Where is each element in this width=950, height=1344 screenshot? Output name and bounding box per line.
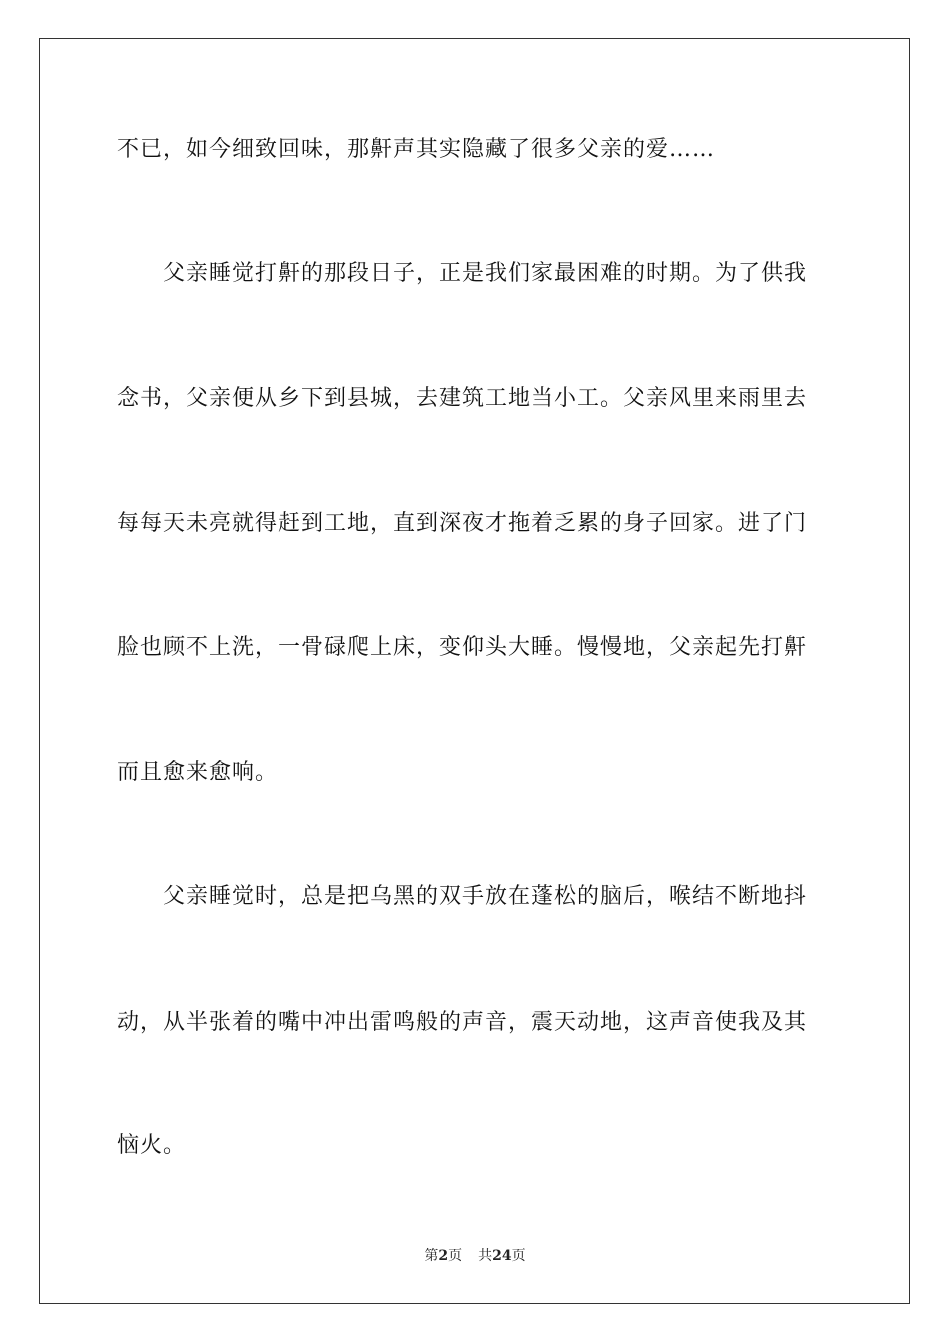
total-prefix: 共 xyxy=(478,1248,493,1264)
page-footer xyxy=(0,1247,950,1265)
paragraph-3-line-1: 父亲睡觉时，总是把乌黑的双手放在蓬松的脑后，喉结不断地抖 xyxy=(163,884,808,909)
paragraph-2-line-2: 念书，父亲便从乡下到县城，去建筑工地当小工。父亲风里来雨里去 xyxy=(117,386,808,411)
page-prefix: 第 xyxy=(424,1248,439,1264)
total-suffix: 页 xyxy=(511,1248,526,1264)
paragraph-1-line-1: 不已，如今细致回味，那鼾声其实隐藏了很多父亲的爱…… xyxy=(117,137,716,162)
paragraph-2-line-5: 而且愈来愈响。 xyxy=(117,760,279,785)
paragraph-2-line-1: 父亲睡觉打鼾的那段日子，正是我们家最困难的时期。为了供我 xyxy=(163,261,808,286)
total-pages: 24 xyxy=(492,1248,512,1264)
paragraph-3-line-2: 动，从半张着的嘴中冲出雷鸣般的声音，震天动地，这声音使我及其 xyxy=(117,1010,808,1035)
paragraph-2-line-4: 脸也顾不上洗，一骨碌爬上床，变仰头大睡。慢慢地，父亲起先打鼾 xyxy=(117,635,808,660)
paragraph-3-line-3: 恼火。 xyxy=(117,1133,187,1158)
page-number: 2 xyxy=(438,1248,449,1264)
paragraph-2-line-3: 每每天未亮就得赶到工地，直到深夜才拖着乏累的身子回家。进了门 xyxy=(117,511,808,536)
page-suffix: 页 xyxy=(448,1248,463,1264)
page-border xyxy=(39,38,910,1304)
